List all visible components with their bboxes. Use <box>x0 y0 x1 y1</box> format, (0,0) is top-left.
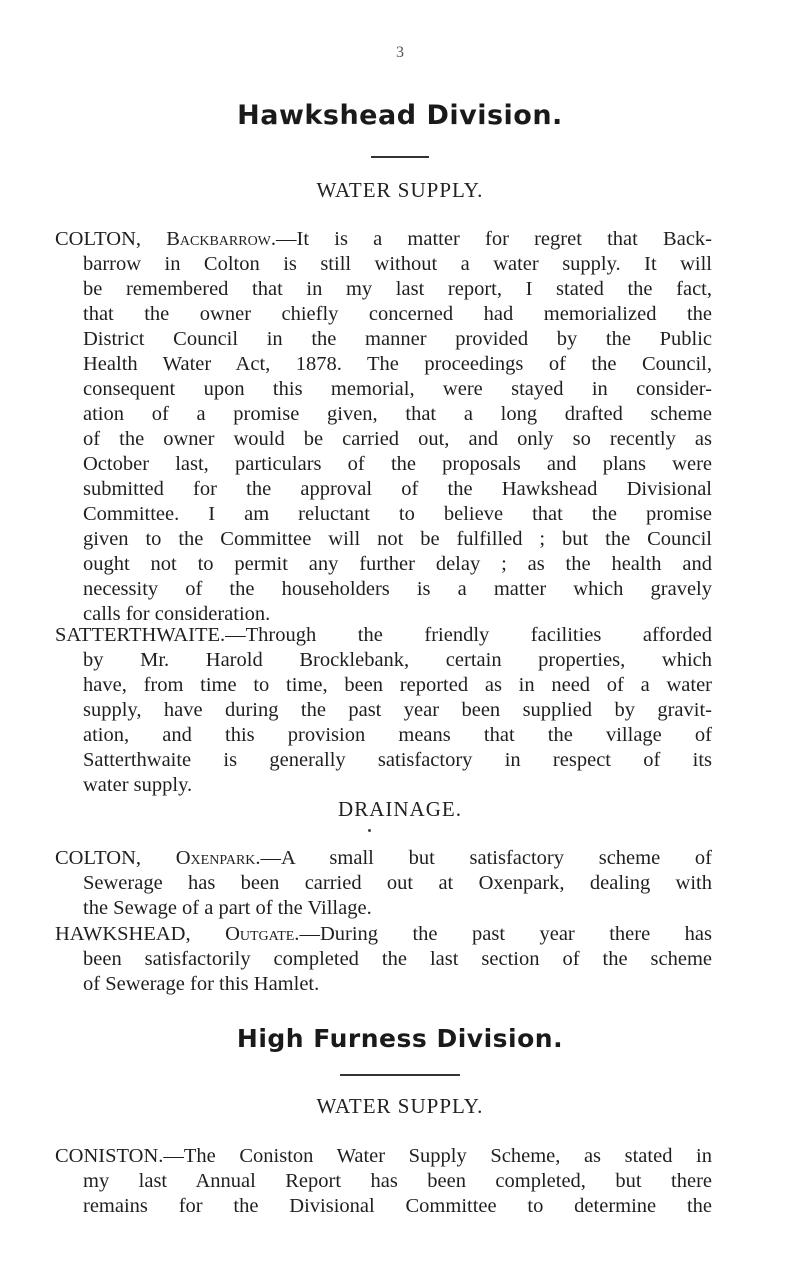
colton-backbarrow-paragraph: COLTON, Backbarrow.—It is a matter for regret that Back- barrow in Colton is still without a water supply. It will be remembered that in my last report, I stated the fact, that the owner chiefly concerned had memorialized the District Council in the manner provided by the Public Health Water Act, 1878. The proceedings of the Council, consequent upon this memorial, were stayed in consider- ation of a promise given, that a long drafted scheme of the owner would be carried out, and only so recently as October last, particulars of the proposals and plans were submitted for the approval of the Hawkshead Divisional Committee. I am reluctant to believe that the promise given to the Committee will not be fulfilled ; but the Council ought not to permit any further delay ; as the health and necessity of the householders is a matter which gravely calls for consideration. <box>55 228 712 625</box>
coniston-paragraph: CONISTON.—The Coniston Water Supply Scheme, as stated in my last Annual Report has been completed, but there remains for the Divisional Committee to determine the <box>55 1145 712 1217</box>
hawkshead-division-heading: Hawkshead Division. <box>237 100 563 131</box>
high-furness-division-heading: High Furness Division. <box>236 1024 564 1053</box>
place-sub: Oxenpark. <box>175 847 261 869</box>
heading-rule <box>340 1074 460 1076</box>
water-supply-heading-2: WATER SUPPLY. <box>316 1094 484 1118</box>
hawkshead-outgate-paragraph: HAWKSHEAD, Outgate.—During the past year there has been satisfactorily completed the last section of the scheme of Sewerage for this Hamlet. <box>55 923 712 995</box>
satterthwaite-paragraph: SATTERTHWAITE.—Through the friendly facilities afforded by Mr. Harold Brocklebank, certain properties, which have, from time to time, been reported as in need of a water supply, have during the past year been supplied by gravit- ation, and this provision means that the village of Satterthwaite is generally satisfactory in respect of its water supply. <box>55 624 712 796</box>
page-number: 3 <box>396 44 404 61</box>
drainage-heading: DRAINAGE. <box>338 797 462 821</box>
water-supply-heading: WATER SUPPLY. <box>316 178 484 202</box>
place-sub: Outgate. <box>225 923 300 945</box>
place-name: COLTON, <box>55 847 142 869</box>
decorative-dot <box>368 829 371 832</box>
heading-rule <box>371 156 429 158</box>
place-name: COLTON, <box>55 228 142 250</box>
colton-oxenpark-paragraph: COLTON, Oxenpark.—A small but satisfactory scheme of Sewerage has been carried out at Oxenpark, dealing with the Sewage of a part of the Village. <box>55 847 712 919</box>
place-name: CONISTON. <box>55 1145 164 1167</box>
place-name: HAWKSHEAD, <box>55 923 191 945</box>
place-name: SATTERTHWAITE. <box>55 624 226 646</box>
place-sub: Backbarrow. <box>166 228 277 250</box>
